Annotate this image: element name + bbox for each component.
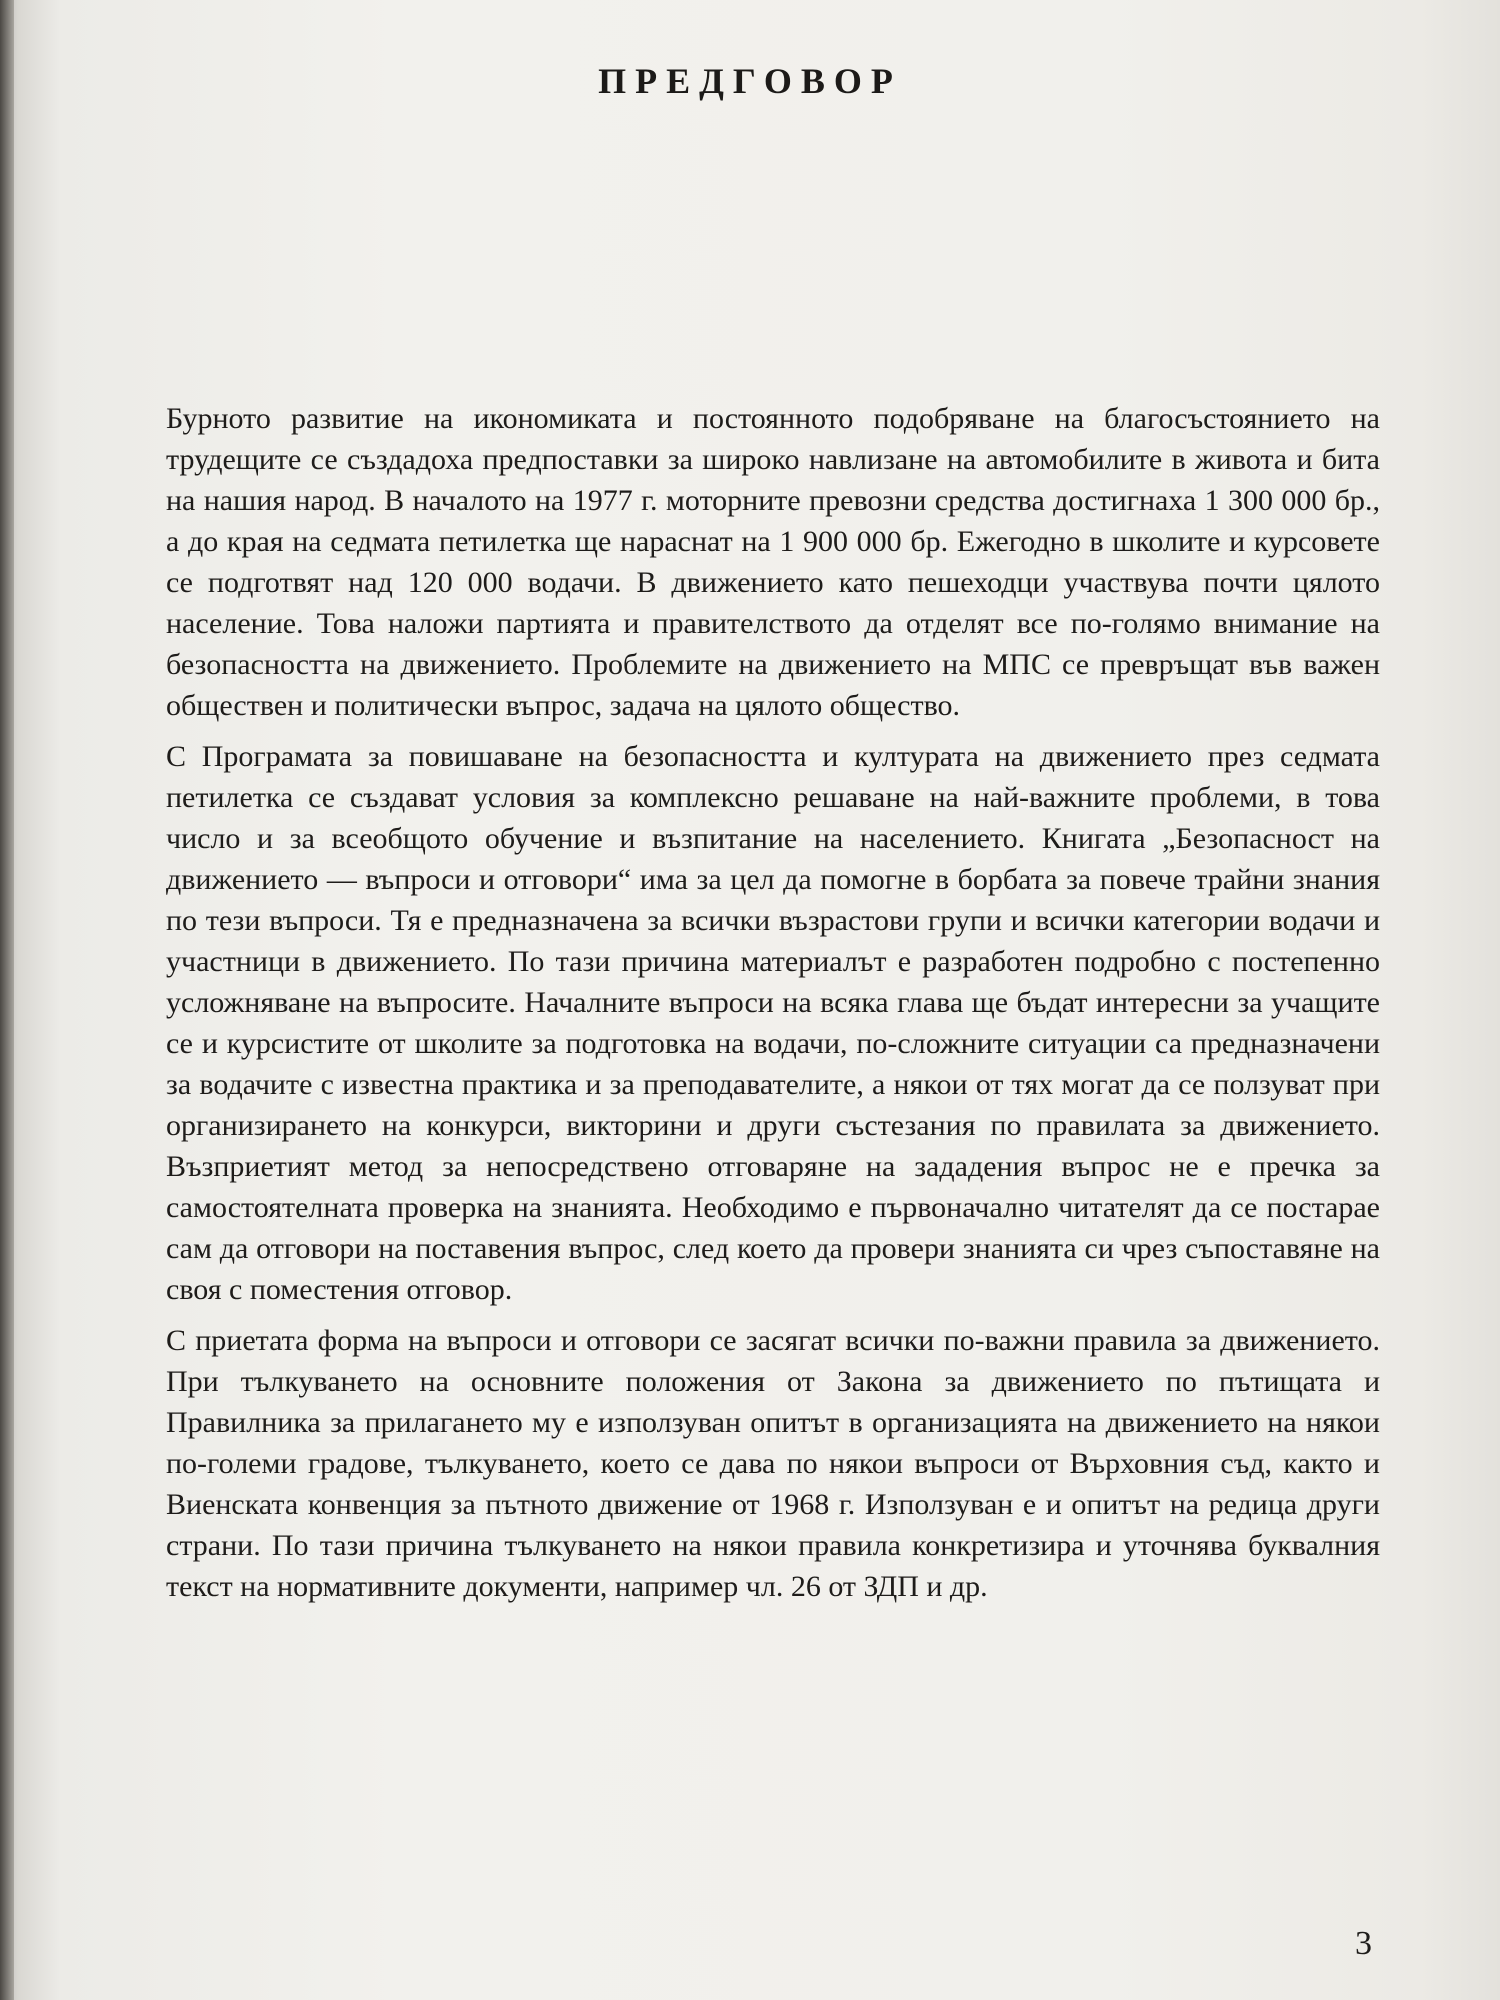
paragraph-1: Бурното развитие на икономиката и постоянното подобряване на благосъстоянието на трудещите се създадоха предпоставки за широко навлизане на автомобилите в живота и бита на нашия народ. В началото на 1977 г. моторните превозни средства достигнаха 1 300 000 бр., а до края на седмата петилетка ще нараснат на 1 900 000 бр. Ежегодно в школите и курсовете се подготвят над 120 000 водачи. В движението като пешеходци участвува почти цялото население. Това наложи партията и правителството да отделят все по-голямо внимание на безопасността на движението. Проблемите на движението на МПС се превръщат във важен обществен и политически въпрос, задача на цялото общество. bbox=[166, 402, 1380, 722]
page-number: 3 bbox=[1355, 1925, 1372, 1962]
spine-shadow bbox=[0, 0, 14, 2000]
paragraph-2: С Програмата за повишаване на безопасността и културата на движението през седмата петилетка се създават условия за комплексно решаване на най-важните проблеми, в това число и за всеобщото обучение и възпитание на населението. Книгата „Безопасност на движението — въпроси и отговори“ има за цел да помогне в борбата за повече трайни знания по тези въпроси. Тя е предназначена за всички възрастови групи и всички категории водачи и участници в движението. По тази причина материалът е разработен подробно с постепенно усложняване на въпросите. Началните въпроси на всяка глава ще бъдат интересни за учащите се и курсистите от школите за подготовка на водачи, по-сложните ситуации са предназначени за водачите с известна практика и за преподавателите, а някои от тях могат да се ползуват при организирането на конкурси, викторини и други състезания по правилата за движението. Възприетият метод за непосредствено отговаряне на зададения въпрос не е пречка за самостоятелната проверка на знанията. Необходимо е първоначално читателят да се постарае сам да отговори на поставения въпрос, след което да провери знанията си чрез съпоставяне на своя с поместения отговор. bbox=[166, 740, 1380, 1306]
page-title: ПРЕДГОВОР bbox=[598, 61, 902, 101]
paragraph-3: С приетата форма на въпроси и отговори се засягат всички по-важни правила за движението. При тълкуването на основните положения от Закона за движението по пътищата и Правилника за прилагането му е използуван опитът в организацията на движението на някои по-големи градове, тълкуването, което се дава по някои въпроси от Върховния съд, както и Виенската конвенция за пътното движение от 1968 г. Използуван е и опитът на редица други страни. По тази причина тълкуването на някои правила конкретизира и уточнява буквалния текст на нормативните документи, например чл. 26 от ЗДП и др. bbox=[166, 1324, 1380, 1603]
preface-body bbox=[166, 398, 1380, 1617]
